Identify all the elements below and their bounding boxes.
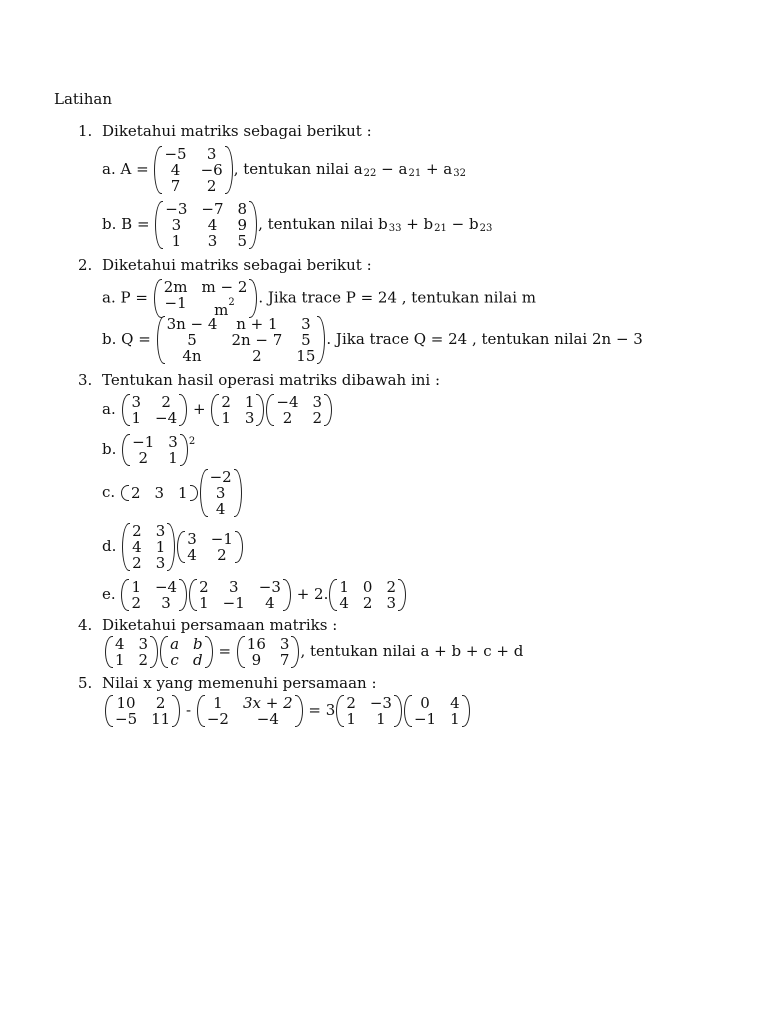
matrix-cell: b [193,635,203,653]
matrix-5-1 [105,695,180,727]
matrix-cell: 2 [221,393,231,411]
q1a-sub-3: 32 [453,168,466,179]
right-bracket [180,434,188,466]
matrix-cell: 4 [339,594,349,612]
matrix-4-result [237,636,300,668]
q1a-lhs: A = [120,160,149,178]
operator-plus: + [192,400,206,418]
matrix-5-4 [404,695,470,727]
matrix-cell: −3 [165,200,188,218]
matrix-3e-3 [329,579,406,611]
left-bracket [329,579,337,611]
matrix-cell: 3 [155,522,166,540]
matrix-cell: 7 [279,651,290,669]
matrix-cell: 1 [376,710,386,728]
matrix-cell: 1 [244,393,255,411]
q1-number: 1. [78,122,93,140]
q2a-line [102,279,536,318]
cell-base: m [214,301,229,319]
matrix-cell: 10 [116,694,136,712]
q2b-label: b. [102,330,117,348]
matrix-4-vars [160,636,213,668]
left-bracket [105,636,113,668]
left-bracket [121,485,129,501]
matrix-cell: −4 [256,710,279,728]
q1a-text: , tentukan nilai a [233,160,363,178]
matrix-cell: 9 [237,216,248,234]
right-bracket [179,579,187,611]
matrix-cell: 9 [251,651,262,669]
matrix-cell: 3 [187,530,197,548]
matrix-5-2 [197,695,303,727]
q4-text: Diketahui persamaan matriks : [102,616,338,634]
q1a-sub-2: 21 [408,168,422,179]
right-bracket [256,394,264,426]
matrix-cell: −7 [201,200,224,218]
matrix-cell: 4 [170,161,181,179]
right-bracket [249,201,257,249]
matrix-cell: 3 [228,578,239,596]
q2a-text: . Jika trace P = 24 , tentukan nilai m [258,288,536,307]
matrix-3b [122,434,188,466]
matrix-cell: 3 [131,393,142,411]
q2a-label: a. [102,288,116,307]
matrix-cell: 4 [132,538,142,556]
page-heading: Latihan [54,90,112,108]
matrix-cell: 2 [138,651,149,669]
left-bracket [157,316,165,364]
matrix-cell: 3 [244,409,255,427]
matrix-cell: 3 [171,216,182,234]
matrix-cell: 1 [199,594,209,612]
q1b-text-2: + b [401,215,434,233]
exponent: 2 [188,436,196,447]
matrix-cell: 1 [450,710,460,728]
q1b-label: b. [102,215,117,233]
matrix-cell: 4 [215,500,226,518]
q3b-label: b. [102,440,117,458]
matrix-cell: 2m [163,278,188,296]
matrix-cell: 1 [131,578,141,596]
equals-sign: = [218,642,232,660]
q2b-text: . Jika trace Q = 24 , tentukan nilai 2n − 3 [326,330,643,348]
matrix-cell: 5 [187,331,197,349]
matrix-A [154,146,232,194]
matrix-cell: 1 [171,232,182,250]
matrix-cell: −1 [132,433,155,451]
matrix-cell: 2 [131,594,141,612]
matrix-cell: c [170,651,179,669]
q4-equation [104,636,523,668]
matrix-cell: 0 [420,694,430,712]
q1a-text-3: + a [421,160,453,178]
matrix-cell: m − 2 [201,278,248,296]
matrix-cell: 3x + 2 [242,694,293,712]
q3b-line [102,432,195,466]
matrix-cell: 2 [132,554,142,572]
matrix-cell: 2 [362,594,373,612]
matrix-cell: 3 [301,315,311,333]
matrix-cell: 4 [265,594,275,612]
matrix-cell: 3 [215,484,226,502]
matrix-cell: −2 [206,710,229,728]
matrix-cell: 2 [161,393,171,411]
right-bracket [190,485,198,501]
matrix-B [155,201,257,249]
q2-text: Diketahui matriks sebagai berikut : [102,256,372,274]
matrix-cell: d [193,651,203,669]
matrix-cell: −3 [369,694,392,712]
right-bracket [283,579,291,611]
right-bracket [225,146,233,194]
matrix-cell: 2 [312,409,323,427]
matrix-cell: −4 [155,409,178,427]
matrix-cell: −5 [115,710,138,728]
q2b-lhs: Q = [121,330,151,348]
matrix-cell: 2 [346,694,356,712]
right-bracket [235,531,243,563]
left-bracket [211,394,219,426]
matrix-cell: 2 [130,484,141,502]
q1a-text-2: − a [376,160,408,178]
q3a-line [102,394,333,426]
matrix-cell: 3 [155,554,166,572]
left-bracket [189,579,197,611]
equals-scalar: = 3 [308,701,336,719]
operator-plus-scalar: + 2. [296,585,329,603]
left-bracket [160,636,168,668]
left-bracket [105,695,113,727]
left-bracket [154,146,162,194]
left-bracket [122,434,130,466]
right-bracket [179,394,187,426]
matrix-cell: 15 [296,347,316,365]
matrix-cell: 1 [131,409,142,427]
matrix-cell: 0 [362,578,373,596]
q3d-label: d. [102,537,117,555]
matrix-cell: n + 1 [236,315,278,333]
q3c-label: c. [102,483,116,501]
matrix-cell: 1 [213,694,223,712]
right-bracket [398,579,406,611]
right-bracket [172,695,180,727]
matrix-cell: 4 [115,635,125,653]
matrix-cell: 7 [170,177,181,195]
right-bracket [394,695,402,727]
right-bracket [234,469,242,517]
q1a-label: a. [102,160,116,178]
matrix-P [154,279,258,318]
matrix-cell: 2 [138,449,148,467]
right-bracket [324,394,332,426]
q3-number: 3. [78,371,93,389]
matrix-cell: 2 [282,409,293,427]
matrix-cell: −4 [276,393,299,411]
matrix-3e-2 [189,579,291,611]
left-bracket [177,531,185,563]
matrix-cell: a [170,635,180,653]
right-bracket [249,279,257,318]
q4-number: 4. [78,616,93,634]
matrix-cell: −5 [164,145,187,163]
matrix-3d-1 [122,523,175,571]
matrix-cell: 1 [339,578,349,596]
q2-number: 2. [78,256,93,274]
right-bracket [167,523,175,571]
matrix-cell: 3 [207,232,218,250]
left-bracket [154,279,162,318]
q3c-line [102,469,243,517]
right-bracket [317,316,325,364]
matrix-cell: 16 [246,635,266,653]
column-vector-3c [200,469,242,517]
matrix-cell: −6 [200,161,223,179]
matrix-cell: 1 [168,449,178,467]
matrix-cell: 5 [301,331,311,349]
q4-tail: , tentukan nilai a + b + c + d [300,642,524,660]
matrix-cell: 3 [138,635,149,653]
matrix-cell: 2 [132,522,142,540]
right-bracket [295,695,303,727]
matrix-5-3 [336,695,402,727]
matrix-cell: −1 [413,710,437,728]
left-bracket [155,201,163,249]
matrix-cell: 4 [187,546,197,564]
q1a-line [102,146,466,194]
matrix-cell: −4 [154,578,178,596]
q2a-lhs: P = [120,288,148,307]
matrix-cell: 4n [182,347,202,365]
matrix-cell: 2 [206,177,217,195]
matrix-cell: 1 [346,710,356,728]
left-bracket [122,394,130,426]
matrix-cell: −3 [258,578,281,596]
left-bracket [121,579,129,611]
left-bracket [266,394,274,426]
matrix-3a-1 [122,394,188,426]
right-bracket [205,636,213,668]
q3e-label: e. [102,585,116,603]
left-bracket [404,695,412,727]
matrix-cell: 3 [168,433,178,451]
matrix-cell: 3 [206,145,217,163]
q1b-sub-3: 23 [479,223,493,234]
matrix-3d-2 [177,531,243,563]
matrix-cell: −1 [222,594,245,612]
matrix-cell: 2 [155,694,166,712]
q3e-line [102,579,407,611]
cell-exponent: 2 [228,297,235,308]
matrix-3e-1 [121,579,187,611]
q3-text: Tentukan hasil operasi matriks dibawah ini : [102,371,441,389]
q1b-sub-1: 33 [388,223,402,234]
matrix-cell: 3 [386,594,396,612]
left-bracket [122,523,130,571]
matrix-cell: 3n − 4 [166,315,218,333]
right-bracket [150,636,158,668]
q1b-sub-2: 21 [434,223,447,234]
operator-minus: - [186,701,192,719]
matrix-4-coeff [105,636,158,668]
matrix-cell: 2n − 7 [231,331,283,349]
q3d-line [102,523,244,571]
q1-text: Diketahui matriks sebagai berikut : [102,122,372,140]
q3a-label: a. [102,400,116,418]
matrix-cell: 1 [115,651,125,669]
matrix-cell: 11 [151,710,171,728]
matrix-Q [157,316,326,364]
q5-equation [104,695,471,727]
matrix-cell: 4 [450,694,460,712]
q1b-text: , tentukan nilai b [258,215,388,233]
matrix-cell: 4 [207,216,218,234]
matrix-cell: 2 [199,578,209,596]
matrix-3a-3 [266,394,332,426]
right-bracket [462,695,470,727]
q1b-lhs: B = [121,215,150,233]
matrix-cell: 3 [154,484,165,502]
left-bracket [237,636,245,668]
q2b-line [102,316,643,364]
matrix-cell: −1 [210,530,233,548]
left-bracket [336,695,344,727]
matrix-cell: 1 [178,484,188,502]
right-bracket [291,636,299,668]
left-bracket [197,695,205,727]
matrix-cell: 2 [252,347,262,365]
matrix-cell: 1 [221,409,231,427]
q1b-text-3: − b [446,215,479,233]
matrix-cell: 5 [237,232,248,250]
matrix-cell: −1 [164,294,187,312]
q1a-sub-1: 22 [363,168,377,179]
matrix-cell: −2 [209,468,232,486]
q5-text: Nilai x yang memenuhi persamaan : [102,674,377,692]
matrix-cell: 2 [386,578,396,596]
left-bracket [200,469,208,517]
matrix-cell: 1 [155,538,166,556]
row-vector-3c [121,485,198,501]
matrix-3a-2 [211,394,264,426]
matrix-cell: 8 [237,200,248,218]
matrix-cell: 2 [217,546,227,564]
matrix-cell: 3 [312,393,323,411]
matrix-cell: 3 [279,635,290,653]
q1b-line [102,201,492,249]
matrix-cell: 3 [161,594,171,612]
q5-number: 5. [78,674,93,692]
